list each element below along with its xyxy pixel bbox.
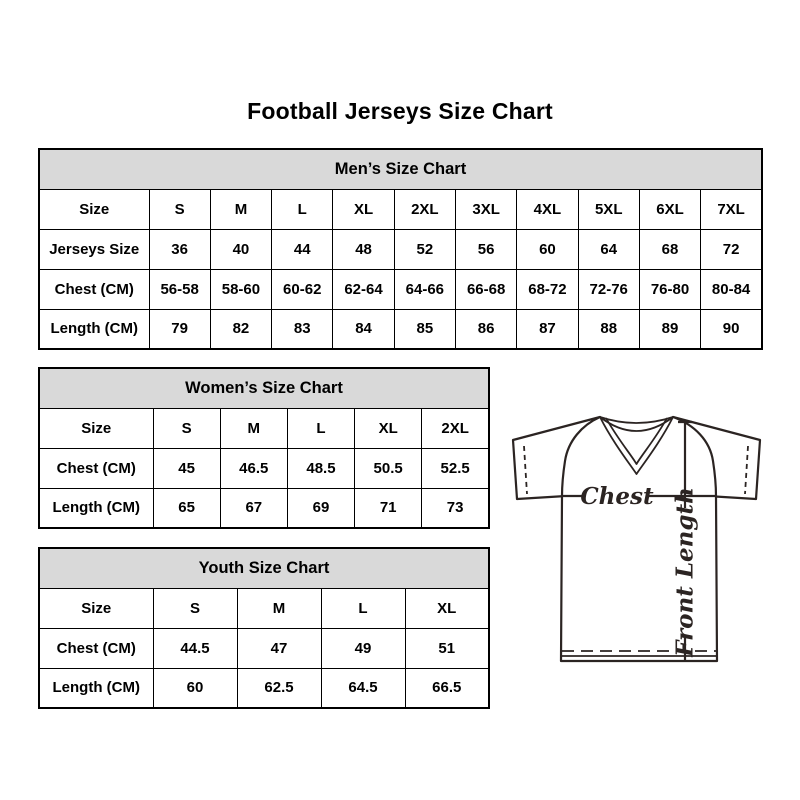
table-cell: 90 [701,309,762,349]
table-cell: 72-76 [578,269,639,309]
table-cell: 5XL [578,189,639,229]
table-cell: M [210,189,271,229]
table-cell: 44 [272,229,333,269]
table-cell: M [220,408,287,448]
table-cell: 49 [321,628,405,668]
table-row [39,448,489,488]
table-header: Men’s Size Chart [39,149,762,189]
table-cell: 60-62 [272,269,333,309]
table-cell: 69 [287,488,354,528]
row-label: Size [39,189,149,229]
size-table [38,547,490,709]
table-cell: 89 [639,309,700,349]
table-row [39,668,489,708]
table-cell: 73 [422,488,489,528]
table-cell: S [153,408,220,448]
table-row [39,229,762,269]
table-cell: 68 [639,229,700,269]
row-label: Length (CM) [39,668,153,708]
table-row [39,588,489,628]
table-cell: 44.5 [153,628,237,668]
table-cell: 52.5 [422,448,489,488]
table-cell: 64 [578,229,639,269]
womens-size-table [38,367,490,529]
table-cell: 85 [394,309,455,349]
table-cell: 76-80 [639,269,700,309]
table-row [39,189,762,229]
table-cell: 47 [237,628,321,668]
table-row [39,309,762,349]
table-cell: 56 [455,229,516,269]
row-label: Chest (CM) [39,269,149,309]
table-cell: XL [333,189,394,229]
table-cell: 67 [220,488,287,528]
table-row [39,488,489,528]
table-row [39,408,489,448]
table-cell: 48 [333,229,394,269]
row-label: Length (CM) [39,309,149,349]
row-label: Length (CM) [39,488,153,528]
table-cell: 40 [210,229,271,269]
table-cell: 87 [517,309,578,349]
table-cell: 58-60 [210,269,271,309]
table-cell: 36 [149,229,210,269]
table-cell: 84 [333,309,394,349]
table-cell: 60 [517,229,578,269]
table-cell: 62.5 [237,668,321,708]
table-cell: 83 [272,309,333,349]
table-cell: 88 [578,309,639,349]
table-cell: 46.5 [220,448,287,488]
youth-size-table [38,547,490,709]
table-cell: 2XL [394,189,455,229]
table-cell: 51 [405,628,489,668]
table-cell: M [237,588,321,628]
table-cell: 80-84 [701,269,762,309]
table-cell: 68-72 [517,269,578,309]
row-label: Chest (CM) [39,628,153,668]
row-label: Size [39,588,153,628]
table-cell: 56-58 [149,269,210,309]
table-cell: S [149,189,210,229]
table-cell: 3XL [455,189,516,229]
table-cell: 71 [355,488,422,528]
jersey-measurement-diagram [504,410,768,664]
table-cell: 64.5 [321,668,405,708]
table-cell: 82 [210,309,271,349]
table-cell: 86 [455,309,516,349]
table-cell: XL [405,588,489,628]
row-label: Chest (CM) [39,448,153,488]
table-cell: 48.5 [287,448,354,488]
table-cell: 79 [149,309,210,349]
row-label: Jerseys Size [39,229,149,269]
table-cell: L [287,408,354,448]
table-cell: 64-66 [394,269,455,309]
table-cell: 50.5 [355,448,422,488]
table-cell: L [321,588,405,628]
page-title: Football Jerseys Size Chart [247,98,553,124]
table-cell: 7XL [701,189,762,229]
table-cell: 60 [153,668,237,708]
table-cell: 62-64 [333,269,394,309]
size-table [38,367,490,529]
table-cell: 52 [394,229,455,269]
table-cell: 66-68 [455,269,516,309]
table-cell: L [272,189,333,229]
table-cell: 65 [153,488,220,528]
table-header: Youth Size Chart [39,548,489,588]
table-cell: S [153,588,237,628]
table-cell: 4XL [517,189,578,229]
table-cell: XL [355,408,422,448]
table-cell: 6XL [639,189,700,229]
table-cell: 45 [153,448,220,488]
front-length-measure-label: Front Length [671,487,699,657]
row-label: Size [39,408,153,448]
table-row [39,628,489,668]
table-cell: 72 [701,229,762,269]
chest-measure-label: Chest [580,483,654,510]
table-row [39,269,762,309]
size-table [38,148,763,350]
table-cell: 66.5 [405,668,489,708]
table-cell: 2XL [422,408,489,448]
mens-size-table [38,148,763,350]
table-header: Women’s Size Chart [39,368,489,408]
